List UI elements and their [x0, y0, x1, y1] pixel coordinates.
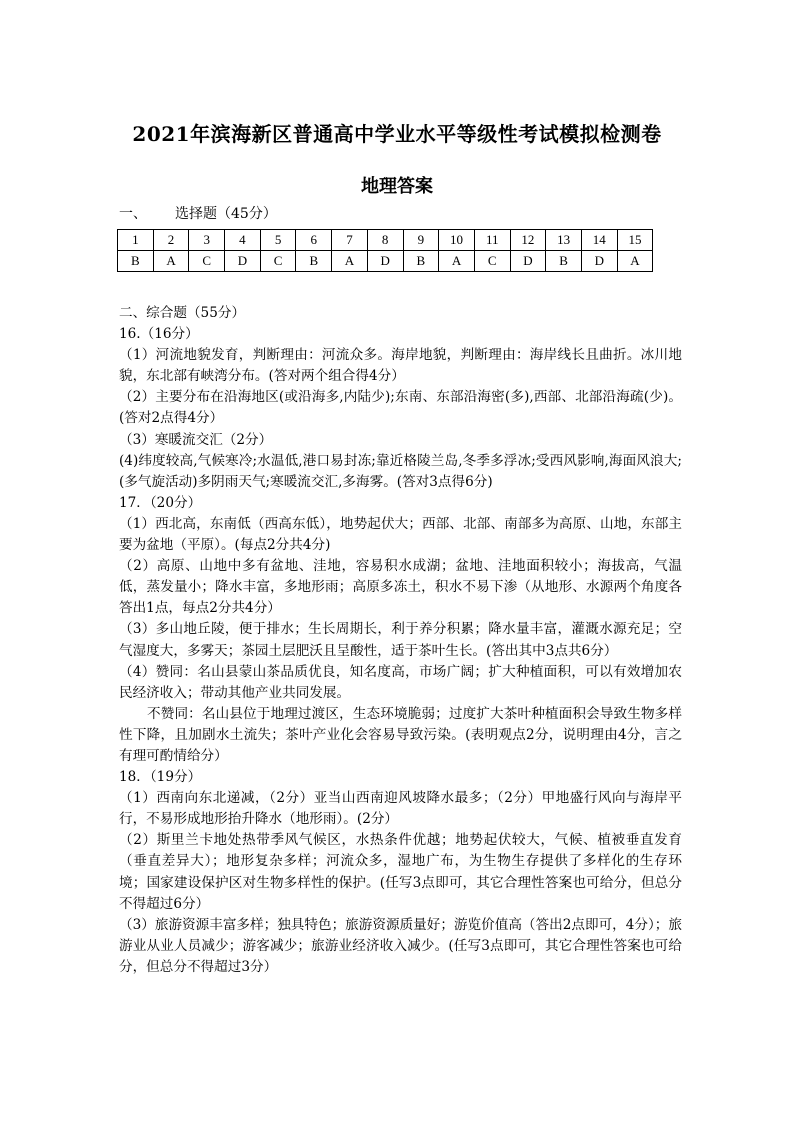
section-heading: 二、综合题（55分） [119, 305, 246, 321]
answer-letter-cell: A [617, 251, 653, 272]
answer-paragraph: （3）多山地丘陵，便于排水；生长周期长，利于养分积累；降水量丰富，灌溉水源充足；空气湿度大，多雾天；茶园土层肥沃且呈酸性，适于茶叶生长。(答出其中3点共6分） [119, 621, 682, 659]
question-number-cell: 10 [439, 230, 475, 251]
answer-letter-cell: C [189, 251, 225, 272]
answer-letter-cell: B [296, 251, 332, 272]
section-number: 一、 [119, 206, 147, 222]
answer-table-number-row [118, 230, 653, 251]
answer-letter-cell: D [367, 251, 403, 272]
question-number-cell: 13 [546, 230, 582, 251]
answer-letter-cell: D [581, 251, 617, 272]
answer-letter-cell: B [118, 251, 154, 272]
answer-paragraph: （1）西南向东北递减，（2分）亚当山西南迎风坡降水最多；（2分）甲地盛行风向与海岸平行，不易形成地形抬升降水（地形雨）。(2分） [119, 790, 682, 828]
answer-paragraph: （3）寒暖流交汇（2分） [119, 431, 273, 448]
answer-letter-cell: C [260, 251, 296, 272]
section-multiple-choice-heading [119, 203, 277, 223]
answer-letter-cell: D [510, 251, 546, 272]
answer-body [119, 303, 682, 978]
answer-paragraph: （2）主要分布在沿海地区(或沿海多,内陆少);东南、东部沿海密(多),西部、北部沿海疏(少)。(答对2点得4分） [119, 389, 682, 427]
answer-paragraph: （1）西北高，东南低（西高东低），地势起伏大；西部、北部、南部多为高原、山地，东部主要为盆地（平原）。(每点2分共4分) [119, 515, 682, 554]
answer-letter-cell: B [546, 251, 582, 272]
answer-paragraph: （3）旅游资源丰富多样；独具特色；旅游资源质量好；游览价值高（答出2点即可，4分）；旅游业从业人员减少；游客减少；旅游业经济收入减少。(任写3点即可，其它合理性答案也可给分，但总分不得超过3分） [119, 916, 682, 975]
section-label: 选择题（45分） [175, 206, 277, 222]
question-number-cell: 4 [225, 230, 261, 251]
question-number-cell: 9 [403, 230, 439, 251]
question-number-cell: 5 [260, 230, 296, 251]
answer-table [117, 229, 653, 272]
question-number-cell: 7 [332, 230, 368, 251]
page-subtitle: 地理答案 [361, 176, 433, 197]
answer-letter-cell: C [474, 251, 510, 272]
answer-letter-cell: A [153, 251, 189, 272]
answer-paragraph: （1）河流地貌发育，判断理由：河流众多。海岸地貌，判断理由：海岸线长且曲折。冰川地貌，东北部有峡湾分布。(答对两个组合得4分） [119, 347, 682, 385]
answer-paragraph: (4)纬度较高,气候寒冷;水温低,港口易封冻;靠近格陵兰岛,冬季多浮冰;受西风影响,海面风浪大;(多气旋活动)多阴雨天气;寒暖流交汇,多海雾。(答对3点得6分) [119, 452, 682, 490]
question-number-cell: 6 [296, 230, 332, 251]
question-number-cell: 1 [118, 230, 154, 251]
question-number-cell: 11 [474, 230, 510, 251]
question-number-cell: 12 [510, 230, 546, 251]
answer-paragraph: （4）赞同：名山县蒙山茶品质优良，知名度高，市场广阔；扩大种植面积，可以有效增加农民经济收入；带动其他产业共同发展。 [119, 663, 682, 701]
question-number-cell: 15 [617, 230, 653, 251]
answer-table-letter-row [118, 251, 653, 272]
question-heading: 17．（20分） [119, 494, 202, 511]
answer-paragraph: （2）斯里兰卡地处热带季风气候区，水热条件优越；地势起伏较大，气候、植被垂直发育（垂直差异大）；地形复杂多样；河流众多，湿地广布，为生物生存提供了多样化的生存环境；国家建设保护区对生物多样性的保护。(任写3点即可，其它合理性答案也可给分，但总分不得超过6分） [119, 832, 682, 912]
question-number-cell: 14 [581, 230, 617, 251]
answer-letter-cell: B [403, 251, 439, 272]
question-number-cell: 3 [189, 230, 225, 251]
answer-letter-cell: D [225, 251, 261, 272]
question-number-cell: 8 [367, 230, 403, 251]
answer-letter-cell: A [332, 251, 368, 272]
answer-paragraph: （2）高原、山地中多有盆地、洼地，容易积水成湖；盆地、洼地面积较小；海拔高，气温低，蒸发量小；降水丰富，多地形雨；高原多冻土，积水不易下渗（从地形、水源两个角度各答出1点，每点2分共4分） [119, 558, 682, 617]
question-number-cell: 2 [153, 230, 189, 251]
question-heading: 18．（19分） [119, 769, 202, 786]
question-heading: 16.（16分） [119, 326, 199, 343]
answer-paragraph: 不赞同：名山县位于地理过渡区，生态环境脆弱；过度扩大茶叶种植面积会导致生物多样性下降，且加剧水土流失；茶叶产业化会容易导致污染。(表明观点2分，说明理由4分，言之有理可酌情给分） [119, 705, 682, 764]
page-title: 2021年滨海新区普通高中学业水平等级性考试模拟检测卷 [132, 122, 662, 146]
answer-letter-cell: A [439, 251, 475, 272]
